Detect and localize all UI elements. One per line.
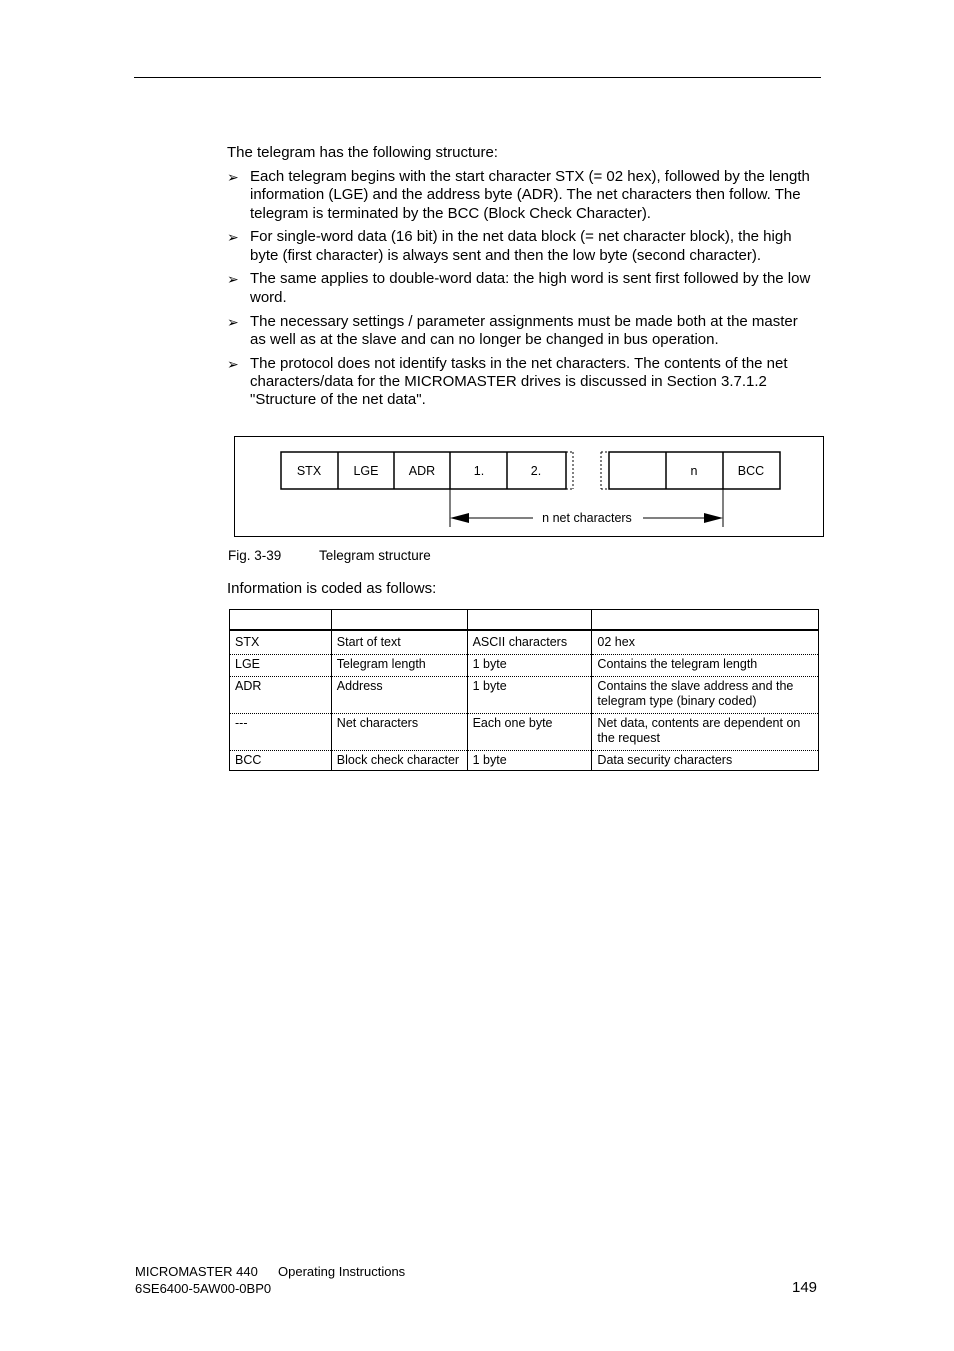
cell-label-second: 2.	[530, 464, 542, 478]
coded-intro-text: Information is coded as follows:	[227, 580, 437, 597]
table-header-cell	[230, 610, 332, 631]
figure-caption	[228, 548, 431, 563]
footer-product: MICROMASTER 440	[135, 1264, 258, 1279]
telegram-diagram	[235, 437, 823, 536]
table-row	[230, 677, 819, 714]
bullet-text: For single-word data (16 bit) in the net data block (= net character block), the high byte (first character) is always sent and then the low byte (second character).	[250, 228, 792, 264]
table-row	[230, 714, 819, 751]
cell-label-stx: STX	[296, 464, 322, 478]
table-header-cell	[592, 610, 819, 631]
table-cell: Contains the slave address and the telegram type (binary coded)	[592, 677, 819, 714]
list-item	[227, 355, 812, 410]
arrow-bullet-icon: ➢	[227, 169, 239, 185]
table-cell: ADR	[230, 677, 332, 714]
table-cell: ---	[230, 714, 332, 751]
coding-table	[229, 609, 819, 771]
arrow-right-icon	[704, 513, 723, 523]
page-number: 149	[792, 1279, 818, 1296]
table-cell: 02 hex	[592, 630, 819, 655]
table-header-cell	[467, 610, 592, 631]
table-row	[230, 655, 819, 677]
intro-text: The telegram has the following structure:	[227, 144, 498, 161]
footer-doc-type: Operating Instructions	[278, 1264, 406, 1279]
table-row	[230, 630, 819, 655]
arrow-left-icon	[450, 513, 469, 523]
list-item	[227, 228, 812, 265]
span-label: n net characters	[542, 511, 632, 525]
list-item	[227, 313, 812, 350]
list-item	[227, 270, 812, 307]
cell-label-lge: LGE	[353, 464, 379, 478]
header-rule	[134, 77, 821, 78]
table-cell: Telegram length	[331, 655, 467, 677]
table-cell: LGE	[230, 655, 332, 677]
table-cell: Net data, contents are dependent on the request	[592, 714, 819, 751]
table-cell: 1 byte	[467, 677, 592, 714]
footer-line-1	[135, 1264, 405, 1279]
bullet-list	[227, 168, 812, 415]
table-cell: Net characters	[331, 714, 467, 751]
footer-order-number: 6SE6400-5AW00-0BP0	[135, 1281, 272, 1296]
cell-label-first: 1.	[473, 464, 485, 478]
bullet-text: The protocol does not identify tasks in the net characters. The contents of the net characters/data for the MICROMASTER drives is discussed in Section 3.7.1.2 "Structure of the net data".	[250, 354, 788, 409]
table-cell: Each one byte	[467, 714, 592, 751]
caption-title: Telegram structure	[319, 548, 431, 563]
arrow-bullet-icon: ➢	[227, 313, 239, 330]
table-cell: Data security characters	[592, 751, 819, 771]
list-item	[227, 168, 812, 223]
caption-number: Fig. 3-39	[228, 548, 282, 563]
table-cell: 1 byte	[467, 655, 592, 677]
table-cell: Start of text	[331, 630, 467, 655]
bullet-text: Each telegram begins with the start character STX (= 02 hex), followed by the length information (LGE) and the address byte (ADR). The net characters then follow. The telegram is terminated by the BCC (Block Check Character).	[250, 168, 810, 222]
bullet-text: The necessary settings / parameter assignments must be made both at the master as well as at the slave and can no longer be changed in bus operation.	[250, 312, 798, 348]
telegram-structure-figure	[234, 436, 824, 537]
arrow-bullet-icon: ➢	[227, 271, 239, 288]
table-header-row	[230, 610, 819, 631]
table-cell: BCC	[230, 751, 332, 771]
table-cell: Contains the telegram length	[592, 655, 819, 677]
table-cell: Block check character	[331, 751, 467, 771]
table-cell: Address	[331, 677, 467, 714]
arrow-bullet-icon: ➢	[227, 229, 239, 246]
table-cell: ASCII characters	[467, 630, 592, 655]
table-header-cell	[331, 610, 467, 631]
table-cell: STX	[230, 630, 332, 655]
arrow-bullet-icon: ➢	[227, 355, 239, 372]
table-row	[230, 751, 819, 771]
table-cell: 1 byte	[467, 751, 592, 771]
cell-label-adr: ADR	[408, 464, 436, 478]
cell-label-bcc: BCC	[737, 464, 765, 478]
cell-label-n: n	[690, 464, 698, 478]
bullet-text: The same applies to double-word data: the high word is sent first followed by the low word.	[250, 270, 811, 306]
